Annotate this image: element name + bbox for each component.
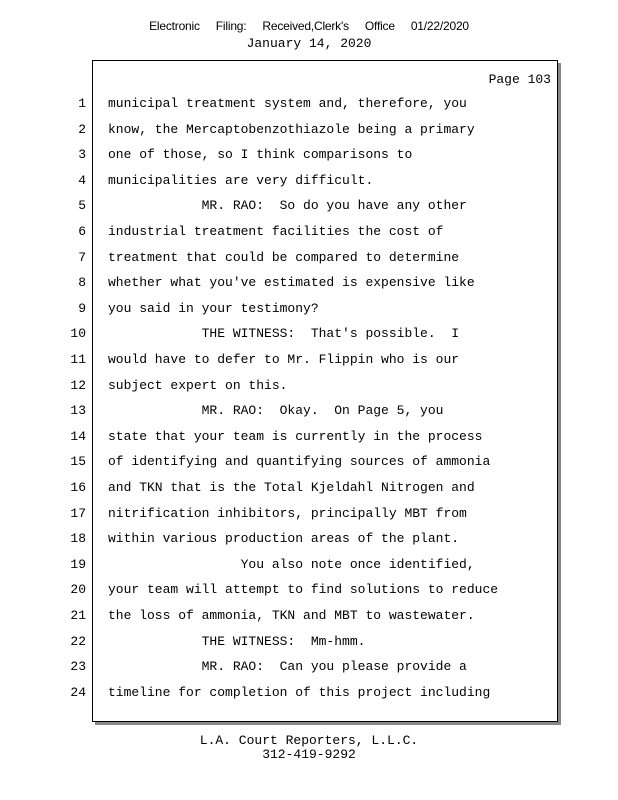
filing-word: Filing:: [215, 19, 247, 33]
line-number: 6: [78, 224, 86, 239]
line-number: 11: [70, 352, 86, 367]
transcript-line: subject expert on this.: [108, 378, 288, 393]
transcript-line: MR. RAO: Okay. On Page 5, you: [108, 403, 444, 418]
line-number: 5: [78, 198, 86, 213]
line-number: 16: [70, 480, 86, 495]
line-number: 23: [70, 659, 86, 674]
line-number: 14: [70, 429, 86, 444]
transcript-line: within various production areas of the plant.: [108, 531, 460, 546]
transcript-line: municipal treatment system and, therefore, you: [108, 96, 467, 111]
court-reporter-name: L.A. Court Reporters, L.L.C.: [199, 733, 419, 748]
transcript-line: you said in your testimony?: [108, 301, 319, 316]
filing-word: Electronic: [149, 19, 200, 33]
line-number: 18: [70, 531, 86, 546]
line-number: 15: [70, 454, 86, 469]
filing-word: 01/22/2020: [410, 19, 469, 33]
court-reporter-phone: 312-419-9292: [262, 747, 356, 762]
transcript-line: MR. RAO: Can you please provide a: [108, 659, 467, 674]
line-number: 13: [70, 403, 86, 418]
hearing-date: January 14, 2020: [246, 36, 372, 51]
transcript-line: nitrification inhibitors, principally MBT from: [108, 506, 467, 521]
line-number: 9: [78, 301, 86, 316]
transcript-line: your team will attempt to find solutions to reduce: [108, 582, 499, 597]
filing-stamp: [0, 19, 618, 33]
transcript-line: and TKN that is the Total Kjeldahl Nitrogen and: [108, 480, 475, 495]
transcript-line: You also note once identified,: [108, 557, 475, 572]
filing-word: Office: [364, 19, 395, 33]
line-number: 20: [70, 582, 86, 597]
line-number: 1: [78, 96, 86, 111]
filing-word: Received,Clerk's: [262, 19, 349, 33]
transcript-line: treatment that could be compared to determine: [108, 250, 460, 265]
transcript-line: would have to defer to Mr. Flippin who is our: [108, 352, 460, 367]
transcript-line: MR. RAO: So do you have any other: [108, 198, 467, 213]
line-number: 21: [70, 608, 86, 623]
page-number: Page 103: [488, 72, 551, 87]
transcript-line: municipalities are very difficult.: [108, 173, 374, 188]
transcript-line: THE WITNESS: Mm-hmm.: [108, 634, 366, 649]
line-number: 10: [70, 326, 86, 341]
transcript-line: industrial treatment facilities the cost of: [108, 224, 444, 239]
line-number: 24: [70, 685, 86, 700]
line-number: 2: [78, 122, 86, 137]
line-number: 19: [70, 557, 86, 572]
transcript-line: one of those, so I think comparisons to: [108, 147, 413, 162]
transcript-line: of identifying and quantifying sources of ammonia: [108, 454, 491, 469]
transcript-line: state that your team is currently in the process: [108, 429, 483, 444]
transcript-line: the loss of ammonia, TKN and MBT to wastewater.: [108, 608, 475, 623]
line-number: 22: [70, 634, 86, 649]
transcript-line: know, the Mercaptobenzothiazole being a primary: [108, 122, 475, 137]
line-number: 12: [70, 378, 86, 393]
line-number: 17: [70, 506, 86, 521]
line-number: 7: [78, 250, 86, 265]
line-number: 3: [78, 147, 86, 162]
line-number: 4: [78, 173, 86, 188]
transcript-line: whether what you've estimated is expensive like: [108, 275, 475, 290]
line-number: 8: [78, 275, 86, 290]
transcript-line: timeline for completion of this project including: [108, 685, 491, 700]
transcript-line: THE WITNESS: That's possible. I: [108, 326, 460, 341]
